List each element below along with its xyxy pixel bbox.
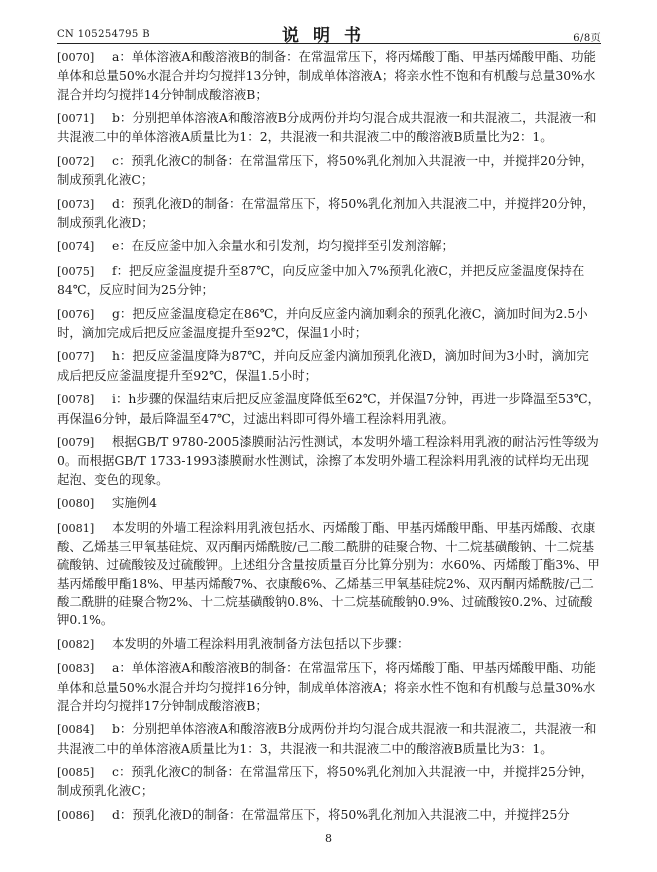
paragraph-text: c：预乳化液C的制备：在常温常压下，将50%乳化剂加入共混液一中，并搅拌20分钟，制成预乳化液C； xyxy=(57,152,594,188)
paragraph-0081 xyxy=(57,519,601,630)
paragraph-0075 xyxy=(57,262,601,300)
paragraph-text: f：把反应釜温度提升至87℃，向反应釜中加入7%预乳化液C，并把反应釜温度保持在84℃，反应时间为25分钟； xyxy=(57,262,585,298)
document-body xyxy=(57,48,601,830)
page-header xyxy=(0,0,657,46)
patent-number: CN 105254795 B xyxy=(57,29,150,40)
section-heading: 实施例4 xyxy=(112,495,158,511)
paragraph-number: [0081] xyxy=(57,521,95,535)
paragraph-text: a：单体溶液A和酸溶液B的制备：在常温常压下，将丙烯酸丁酯、甲基丙烯酸甲酯、功能单体和总量50%水混合并均匀搅拌16分钟，制成单体溶液A；将亲水性不饱和有机酸与总量30%水混合并均匀搅拌17分钟制成酸溶液B； xyxy=(57,660,596,713)
paragraph-0076 xyxy=(57,305,601,343)
paragraph-text: b：分别把单体溶液A和酸溶液B分成两份并均匀混合成共混液一和共混液二，共混液一和共混液二中的单体溶液A质量比为1：3，共混液一和共混液二中的酸溶液B质量比为3：1。 xyxy=(57,721,597,756)
header-divider xyxy=(57,43,601,44)
paragraph-number: [0070] xyxy=(57,51,95,64)
page-number: 8 xyxy=(325,832,332,845)
paragraph-text: g：把反应釜温度稳定在86℃，并向反应釜内滴加剩余的预乳化液C，滴加时间为2.5小时，滴加完成后把反应釜温度提升至92℃，保温1小时； xyxy=(57,305,588,341)
paragraph-text: b：分别把单体溶液A和酸溶液B分成两份并均匀混合成共混液一和共混液二，共混液一和共混液二中的单体溶液A质量比为1：2，共混液一和共混液二中的酸溶液B质量比为2：1。 xyxy=(57,110,597,145)
paragraph-number: [0082] xyxy=(57,637,95,651)
paragraph-text: c：预乳化液C的制备：在常温常压下，将50%乳化剂加入共混液一中，并搅拌25分钟，制成预乳化液C； xyxy=(57,764,594,799)
paragraph-text: i：h步骤的保温结束后把反应釜温度降低至62℃，并保温7分钟，再进一步降温至53℃，再保温6分钟，最后降温至47℃，过滤出料即可得外墙工程涂料用乳液。 xyxy=(57,391,600,426)
paragraph-0073 xyxy=(57,195,601,233)
paragraph-number: [0072] xyxy=(57,154,95,168)
paragraph-number: [0080] xyxy=(57,497,95,511)
paragraph-number: [0084] xyxy=(57,723,95,737)
paragraph-number: [0071] xyxy=(57,112,95,126)
paragraph-number: [0085] xyxy=(57,766,95,780)
paragraph-text: h：把反应釜温度降为87℃，并向反应釜内滴加预乳化液D，滴加时间为3小时，滴加完成后把反应釜温度提升至92℃，保温1.5小时； xyxy=(57,348,589,383)
paragraph-text: 本发明的外墙工程涂料用乳液包括水、丙烯酸丁酯、甲基丙烯酸甲酯、甲基丙烯酸、衣康酸、乙烯基三甲氧基硅烷、双丙酮丙烯酰胺/己二酸二酰肼的硅聚合物、十二烷基磺酸钠、十二烷基硫酸钠、过硫酸铵及过硫酸钾。上述组分含量按质量百分比算分别为：水60%、丙烯酸丁酯3%、甲基丙烯酸甲酯18%、甲基丙烯酸7%、衣康酸6%、乙烯基三甲氧基硅烷2%、双丙酮丙烯酰胺/己二酸二酰肼的硅聚合物2%、十二烷基磺酸钠0.8%、十二烷基硫酸钠0.9%、过硫酸铵0.2%、过硫酸钾0.1%。 xyxy=(57,519,600,628)
paragraph-0084 xyxy=(57,720,601,758)
paragraph-0078 xyxy=(57,390,601,428)
document-title: 说明书 xyxy=(282,26,375,46)
paragraph-number: [0077] xyxy=(57,350,95,364)
paragraph-text: d：预乳化液D的制备：在常温常压下，将50%乳化剂加入共混液二中，并搅拌25分 xyxy=(112,806,570,822)
paragraph-number: [0079] xyxy=(57,436,95,450)
paragraph-text: d：预乳化液D的制备：在常温常压下，将50%乳化剂加入共混液二中，并搅拌20分钟，制成预乳化液D； xyxy=(57,195,595,231)
paragraph-text: a：单体溶液A和酸溶液B的制备：在常温常压下，将丙烯酸丁酯、甲基丙烯酸甲酯、功能单体和总量50%水混合并均匀搅拌13分钟，制成单体溶液A；将亲水性不饱和有机酸与总量30%水混合并均匀搅拌14分钟制成酸溶液B； xyxy=(57,49,596,102)
paragraph-0070 xyxy=(57,48,601,104)
paragraph-0079 xyxy=(57,433,601,489)
paragraph-0077 xyxy=(57,347,601,385)
paragraph-0083 xyxy=(57,659,601,715)
paragraph-number: [0078] xyxy=(57,393,95,407)
paragraph-number: [0076] xyxy=(57,307,95,321)
paragraph-0071 xyxy=(57,109,601,147)
paragraph-0082 xyxy=(57,635,601,654)
paragraph-0086 xyxy=(57,806,601,825)
paragraph-text: 根据GB/T 9780-2005漆膜耐沾污性测试，本发明外墙工程涂料用乳液的耐沾污性等级为0。而根据GB/T 1733-1993漆膜耐水性测试，涂擦了本发明外墙工程涂料用乳液的试样均无出现起泡、变色的现象。 xyxy=(57,434,599,487)
paragraph-text: e：在反应釜中加入余量水和引发剂，均匀搅拌至引发剂溶解； xyxy=(112,238,454,254)
paragraph-number: [0086] xyxy=(57,808,95,822)
page-indicator: 6/8页 xyxy=(573,33,601,44)
paragraph-0072 xyxy=(57,152,601,190)
paragraph-0080 xyxy=(57,494,601,513)
paragraph-0085 xyxy=(57,763,601,801)
paragraph-number: [0073] xyxy=(57,197,95,211)
paragraph-number: [0083] xyxy=(57,662,95,676)
paragraph-text: 本发明的外墙工程涂料用乳液制备方法包括以下步骤： xyxy=(112,635,410,651)
paragraph-0074 xyxy=(57,237,601,256)
paragraph-number: [0074] xyxy=(57,240,95,254)
paragraph-number: [0075] xyxy=(57,264,95,278)
